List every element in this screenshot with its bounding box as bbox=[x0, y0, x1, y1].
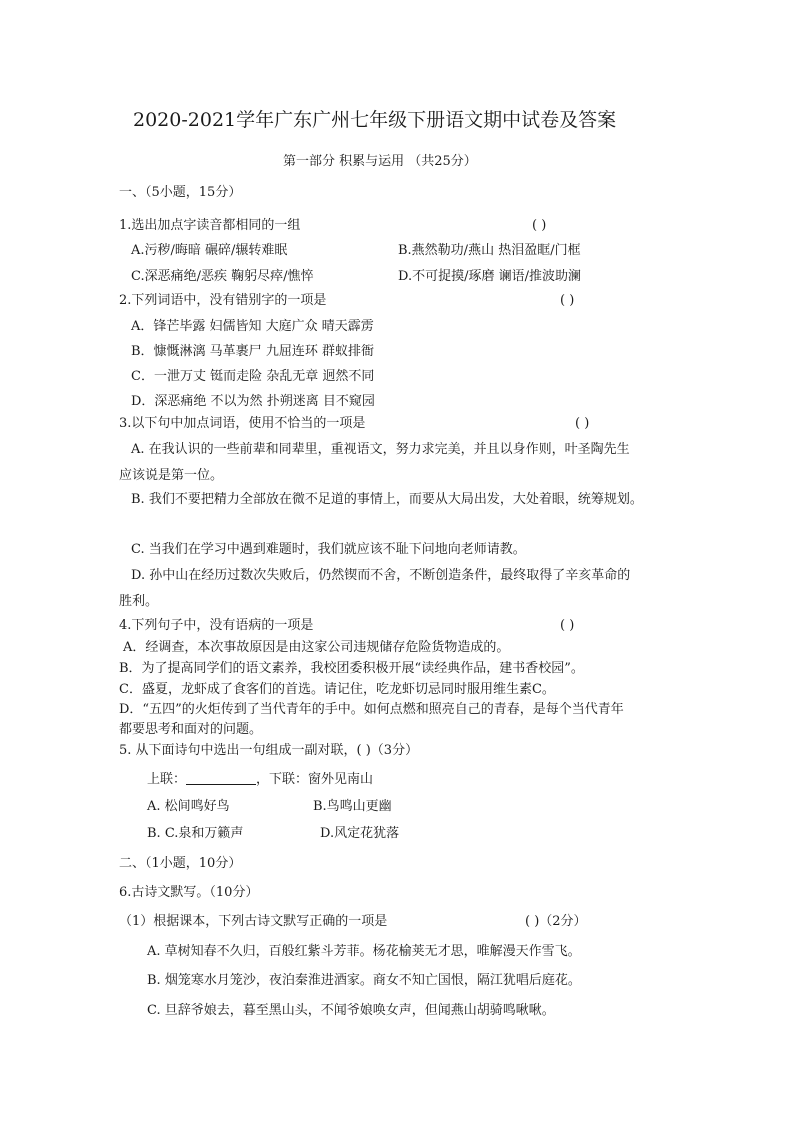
option-d: D．“五四”的火炬传到了当代青年的手中。如何点燃和照亮自己的青春，是每个当代青年 bbox=[119, 702, 624, 717]
part-header: 第一部分 积累与运用 （共25分） bbox=[283, 154, 477, 169]
sub-question-stem: （1）根据课本，下列古诗文默写正确的一项是 bbox=[119, 914, 388, 929]
question-stem: 3.以下句中加点词语，使用不恰当的一项是 bbox=[119, 416, 366, 431]
option-b: B．慷慨淋漓 马革裹尸 九屈连环 群蚁排衙 bbox=[131, 344, 374, 359]
question-stem: 5. 从下面诗句中选出一句组成一副对联，( )（3分） bbox=[119, 743, 419, 758]
question-stem: 1.选出加点字读音都相同的一组 bbox=[119, 218, 301, 233]
option-c: C．一泄万丈 铤而走险 杂乱无章 迥然不同 bbox=[131, 369, 375, 384]
answer-paren: ( ) bbox=[560, 293, 575, 308]
section-header: 一、（5小题，15分） bbox=[119, 185, 242, 200]
option-a: A. 松间鸣好鸟 bbox=[147, 799, 230, 814]
option-b: B. 我们不要把精力全部放在微不足道的事情上，而要从大局出发，大处着眼，统筹规划。 bbox=[131, 492, 643, 507]
answer-paren: ( ) bbox=[532, 218, 547, 233]
couplet-lower: ，下联：窗外见南山 bbox=[256, 772, 374, 787]
option-c: C. 旦辞爷娘去，暮至黑山头，不闻爷娘唤女声，但闻燕山胡骑鸣啾啾。 bbox=[147, 1003, 555, 1018]
option-d: D．深恶痛绝 不以为然 扑朔迷离 目不窥园 bbox=[131, 394, 375, 409]
option-b: B. 烟笼寒水月笼沙，夜泊秦淮进酒家。商女不知亡国恨，隔江犹唱后庭花。 bbox=[147, 973, 581, 988]
option-d: D. 孙中山在经历过数次失败后，仍然锲而不舍，不断创造条件，最终取得了辛亥革命的 bbox=[131, 568, 631, 583]
couplet-upper-label: 上联： bbox=[147, 772, 187, 787]
option-a: A．锋芒毕露 妇儒皆知 大庭广众 晴天霹雳 bbox=[131, 319, 374, 334]
option-d-cont: 胜利。 bbox=[119, 594, 159, 609]
couplet-blank bbox=[186, 772, 256, 785]
answer-paren: ( ) bbox=[560, 618, 575, 633]
question-stem: 4.下列句子中，没有语病的一项是 bbox=[119, 618, 314, 633]
question-stem: 2.下列词语中，没有错别字的一项是 bbox=[119, 293, 327, 308]
option-a: A. 在我认识的一些前辈和同辈里，重视语文，努力求完美，并且以身作则，叶圣陶先生 bbox=[131, 442, 630, 457]
option-d-cont: 都要思考和面对的问题。 bbox=[119, 722, 263, 737]
page-title: 2020-2021学年广东广州七年级下册语文期中试卷及答案 bbox=[133, 109, 617, 131]
option-c: B. C.泉和万籁声 bbox=[147, 826, 244, 841]
option-a: A. 草树知春不久归，百般红紫斗芳菲。杨花榆荚无才思，唯解漫天作雪飞。 bbox=[147, 944, 581, 959]
option-d: D.不可捉摸/琢磨 谰语/推波助澜 bbox=[398, 269, 581, 284]
option-a: A.污秽/晦暗 碾碎/辗转难眠 bbox=[131, 243, 288, 258]
answer-paren: ( )（2分） bbox=[525, 914, 587, 929]
option-b: B.燕然勒功/燕山 热泪盈眶/门框 bbox=[398, 243, 581, 258]
option-c: C.深恶痛绝/恶疾 鞠躬尽瘁/憔悴 bbox=[131, 269, 314, 284]
answer-paren: ( ) bbox=[575, 416, 590, 431]
option-c: C. 当我们在学习中遇到难题时，我们就应该不耻下问地向老师请教。 bbox=[131, 542, 526, 557]
option-d: D.风定花犹落 bbox=[320, 826, 400, 841]
option-a-cont: 应该说是第一位。 bbox=[119, 468, 224, 483]
question-stem: 6.古诗文默写。（10分） bbox=[119, 885, 259, 900]
option-b: B．为了提高同学们的语文素养，我校团委积极开展“读经典作品，建书香校园”。 bbox=[119, 661, 584, 676]
option-b: B.鸟鸣山更幽 bbox=[313, 799, 392, 814]
couplet-line bbox=[147, 771, 373, 789]
option-a: A．经调查，本次事故原因是由这家公司违规储存危险货物造成的。 bbox=[123, 640, 510, 655]
option-c: C．盛夏，龙虾成了食客们的首选。请记住，吃龙虾切忌同时服用维生素C。 bbox=[119, 682, 555, 697]
section-header: 二、（1小题，10分） bbox=[119, 856, 242, 871]
